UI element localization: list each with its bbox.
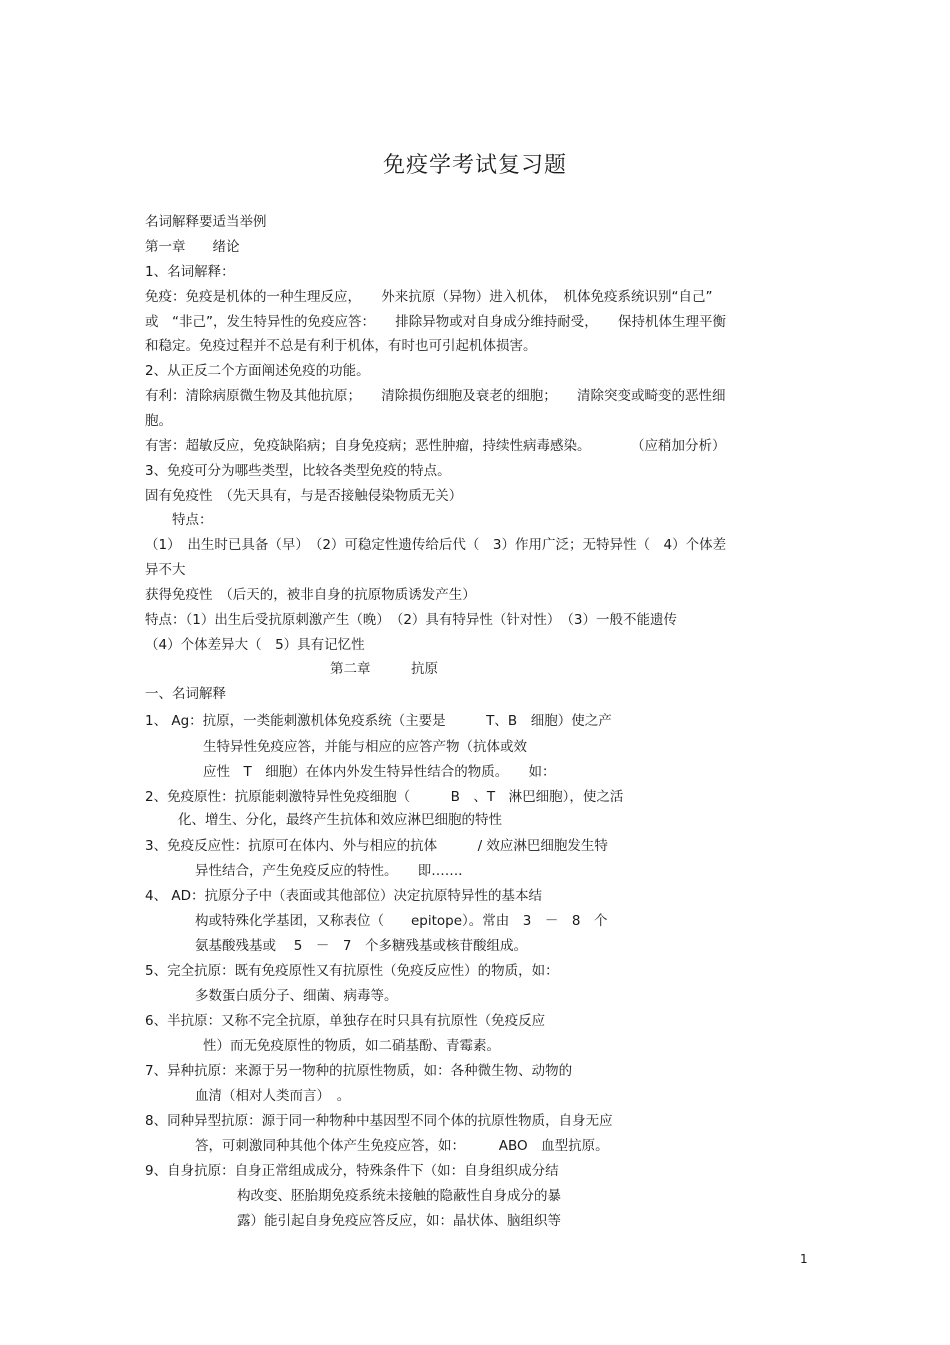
text-line: 氨基酸残基或 5 － 7 个多糖残基或核苷酸组成。: [195, 938, 527, 954]
text-line: 性）而无免疫原性的物质，如二硝基酚、青霉素。: [203, 1038, 500, 1054]
text-line: 5、完全抗原：既有免疫原性又有抗原性（免疫反应性）的物质，如：: [145, 963, 559, 979]
chapter-heading: 第二章 抗原: [330, 661, 438, 677]
text-line: （4）个体差异大（ 5）具有记忆性: [145, 637, 365, 653]
chapter-heading: 第一章 绪论: [145, 239, 240, 255]
document-title: 免疫学考试复习题: [382, 153, 567, 178]
text-line: 2、从正反二个方面阐述免疫的功能。: [145, 363, 370, 379]
text-line: 3、免疫反应性：抗原可在体内、外与相应的抗体 / 效应淋巴细胞发生特: [145, 838, 608, 854]
text-line: 一、名词解释: [145, 686, 226, 702]
page-number: 1: [800, 1252, 808, 1266]
text-line: 9、自身抗原：自身正常组成成分，特殊条件下（如：自身组织成分结: [145, 1163, 559, 1179]
text-line: 答，可刺激同种其他个体产生免疫应答，如： ABO 血型抗原。: [195, 1138, 609, 1154]
text-line: 露）能引起自身免疫应答反应，如：晶状体、脑组织等: [237, 1213, 561, 1229]
text-line: 异性结合，产生免疫反应的特性。 即……．: [195, 863, 472, 879]
text-line: 4、 AD：抗原分子中（表面或其他部位）决定抗原特异性的基本结: [145, 888, 543, 904]
text-line: 异不大: [145, 562, 186, 578]
text-line: 和稳定。免疫过程并不总是有利于机体，有时也可引起机体损害。: [145, 338, 537, 354]
text-line: 8、同种异型抗原：源于同一种物种中基因型不同个体的抗原性物质，自身无应: [145, 1113, 613, 1129]
text-line: 或 “非己”，发生特异性的免疫应答： 排除异物或对自身成分维持耐受， 保持机体生理平衡: [145, 314, 726, 330]
text-line: 特点：: [172, 512, 213, 528]
text-line: 特点：（1）出生后受抗原刺激产生（晚） （2）具有特异性（针对性） （3）一般不能遗传: [145, 612, 678, 628]
text-line: 多数蛋白质分子、细菌、病毒等。: [195, 988, 398, 1004]
text-line: 名词解释要适当举例: [145, 214, 267, 230]
text-line: 有害：超敏反应，免疫缺陷病；自身免疫病；恶性肿瘤，持续性病毒感染。 （应稍加分析）: [145, 438, 726, 454]
text-line: 构或特殊化学基团，又称表位（ epitope）。常由 3 － 8 个: [195, 913, 608, 929]
text-line: 应性 T 细胞）在体内外发生特异性结合的物质。 如：: [203, 764, 556, 780]
text-line: 胞。: [145, 413, 172, 429]
text-line: 构改变、胚胎期免疫系统未接触的隐蔽性自身成分的暴: [237, 1188, 561, 1204]
text-line: 有利：清除病原微生物及其他抗原； 清除损伤细胞及衰老的细胞； 清除突变或畸变的恶性细: [145, 388, 726, 404]
text-line: 免疫：免疫是机体的一种生理反应， 外来抗原（异物）进入机体， 机体免疫系统识别“自己”: [145, 289, 713, 305]
text-line: 固有免疫性 （先天具有，与是否接触侵染物质无关）: [145, 488, 463, 504]
text-line: （1） 出生时已具备（早） （2）可稳定性遗传给后代（ 3）作用广泛；无特异性（ 4）个体差: [145, 537, 727, 553]
text-line: 获得免疫性 （后天的，被非自身的抗原物质诱发产生）: [145, 587, 476, 603]
text-line: 1、 Ag：抗原，一类能刺激机体免疫系统（主要是 T、B 细胞）使之产: [145, 713, 612, 729]
text-line: 生特异性免疫应答，并能与相应的应答产物（抗体或效: [203, 739, 527, 755]
text-line: 3、免疫可分为哪些类型，比较各类型免疫的特点。: [145, 463, 451, 479]
text-line: 化、增生、分化，最终产生抗体和效应淋巴细胞的特性: [178, 812, 502, 828]
text-line: 2、免疫原性：抗原能刺激特异性免疫细胞（ B 、T 淋巴细胞），使之活: [145, 789, 624, 805]
text-line: 7、异种抗原：来源于另一物种的抗原性物质，如：各种微生物、动物的: [145, 1063, 573, 1079]
text-line: 1、名词解释：: [145, 264, 235, 280]
text-line: 血清（相对人类而言） 。: [195, 1088, 351, 1104]
text-line: 6、半抗原：又称不完全抗原，单独存在时只具有抗原性（免疫反应: [145, 1013, 546, 1029]
